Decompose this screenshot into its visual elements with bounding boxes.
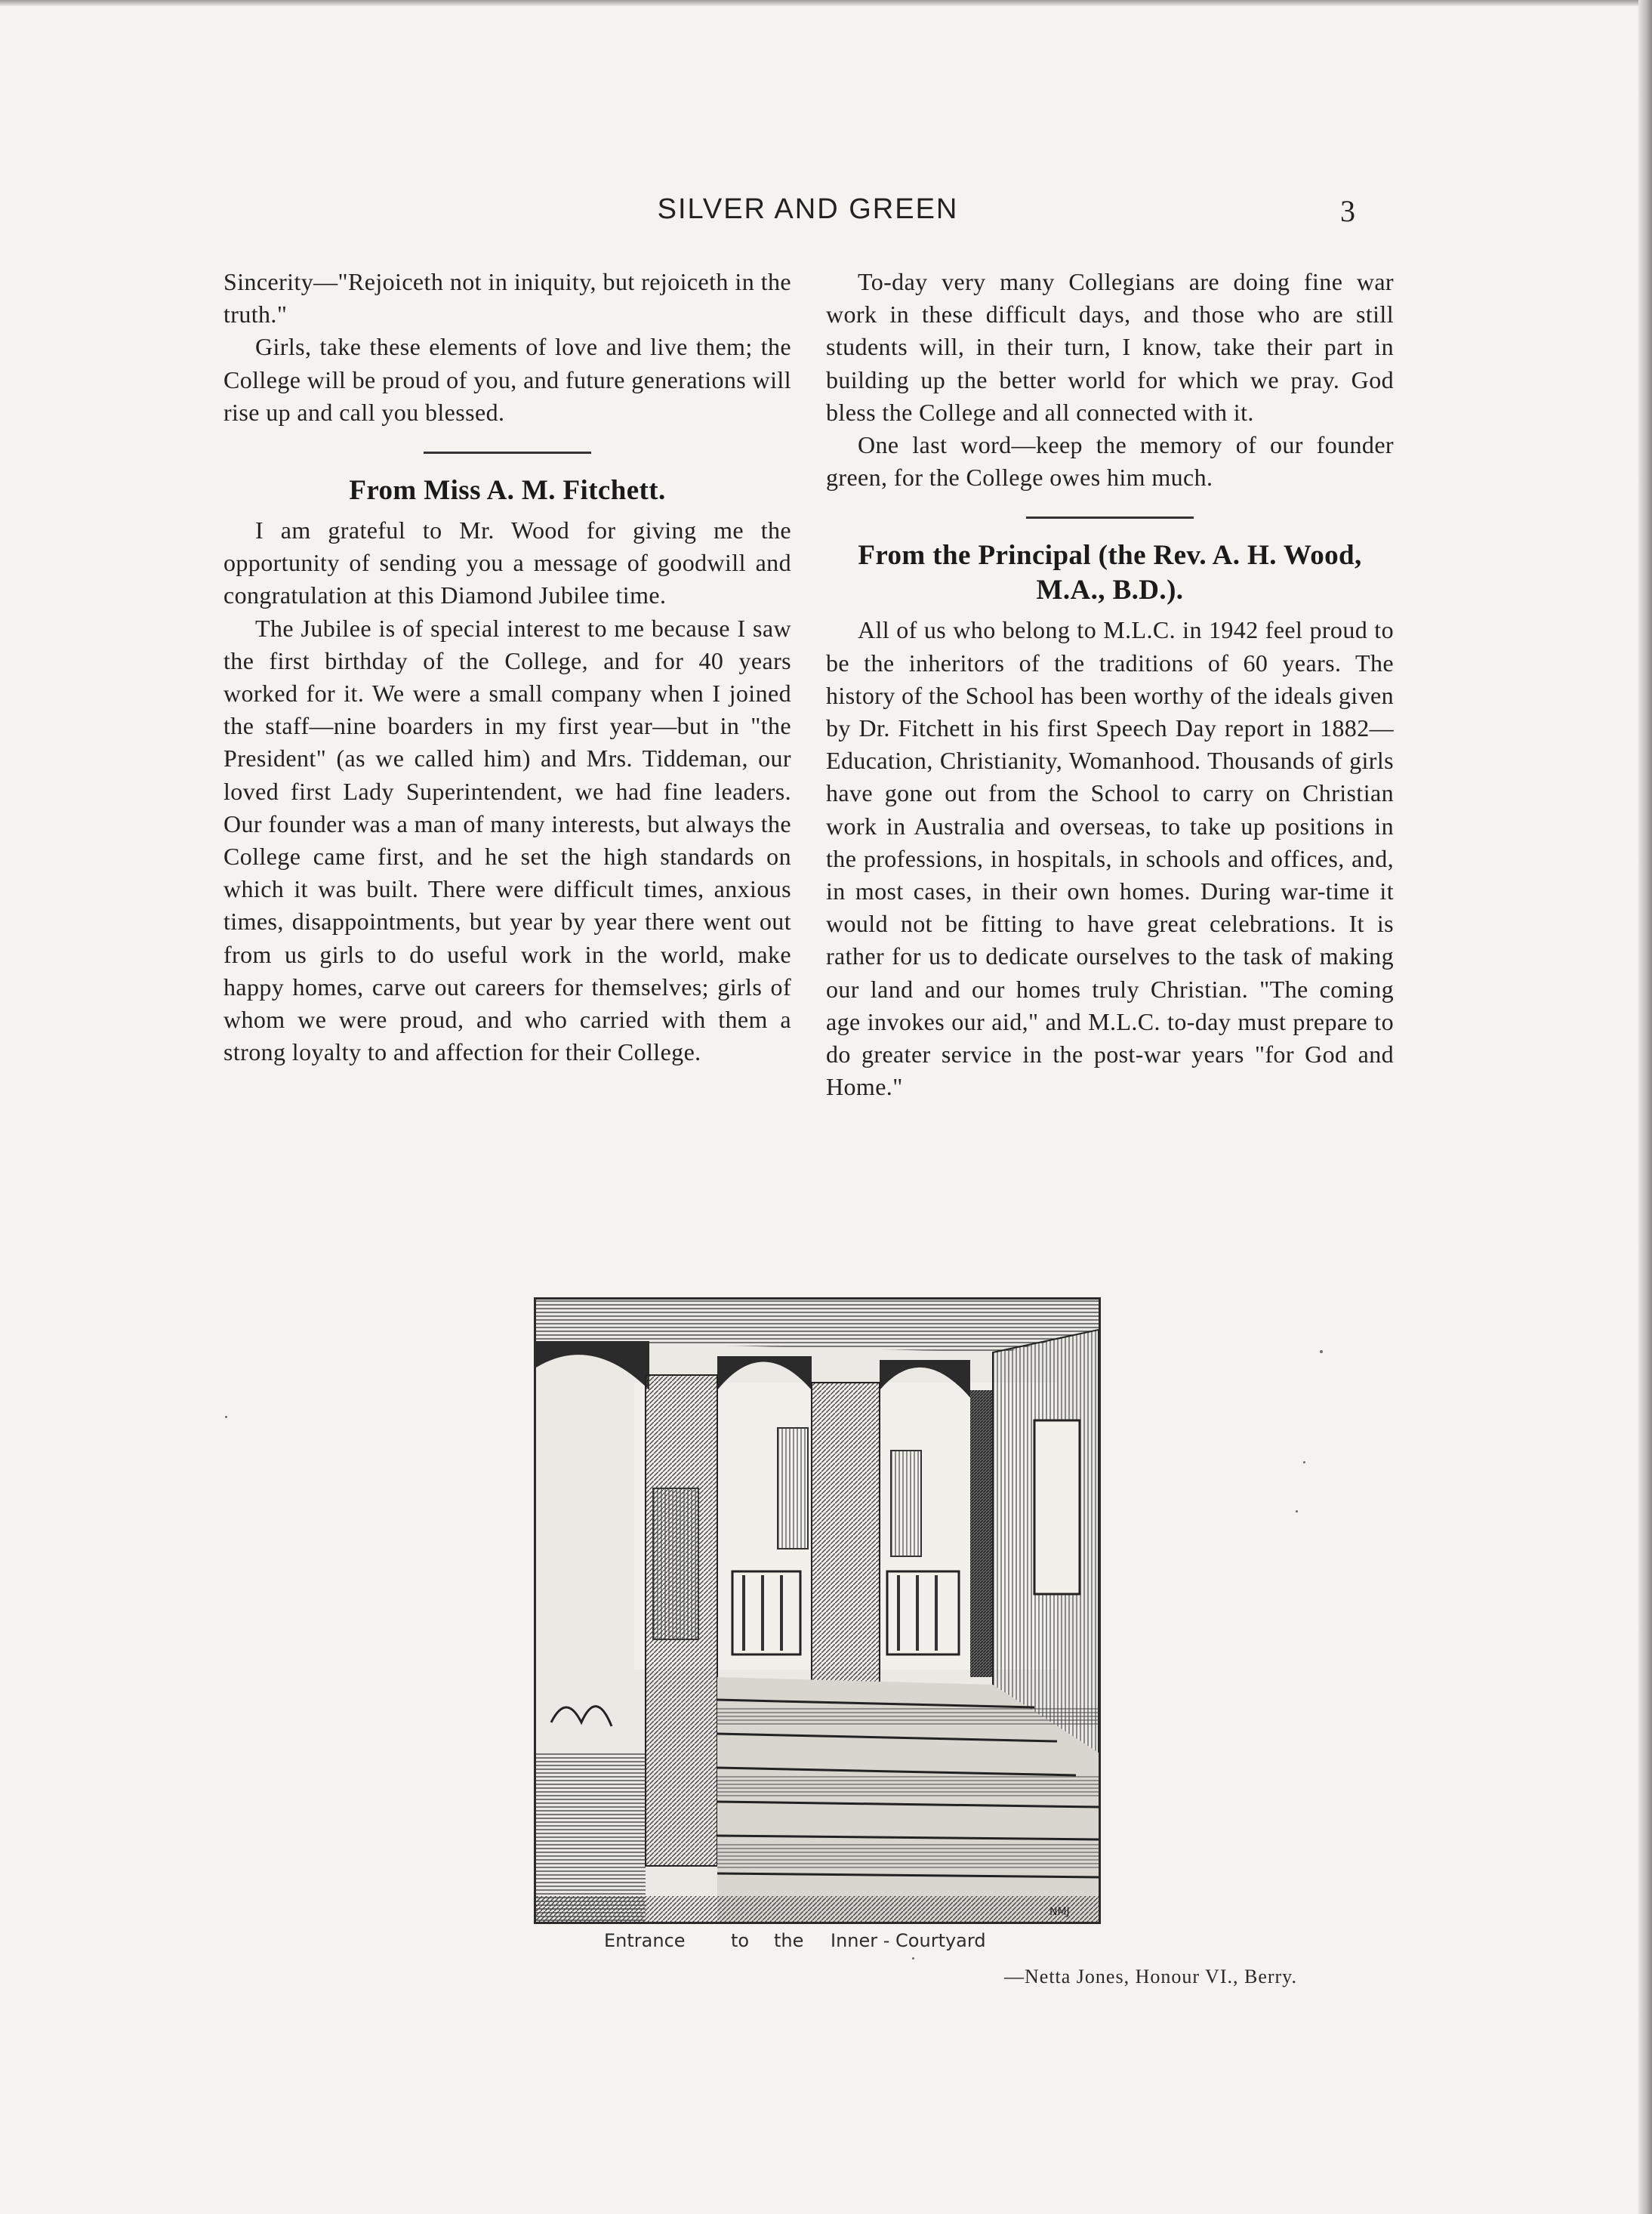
scan-speck <box>1296 1510 1298 1512</box>
page-title: SILVER AND GREEN <box>657 193 959 225</box>
paragraph: One last word—keep the memory of our founder green, for the College owes him much. <box>826 431 1394 492</box>
right-column <box>826 266 1394 1103</box>
page-header <box>219 193 1397 239</box>
paragraph: I am grateful to Mr. Wood for giving me the opportunity of sending you a message of goodwill and congratulation at this Diamond Jubilee time. <box>223 516 791 609</box>
courtyard-illustration <box>534 1297 1101 1924</box>
paragraph: The Jubilee is of special interest to me because I saw the first birthday of the College, and for 40 years worked for it. We were a small company when I joined the staff—nine boarders in my first year—but in "the President" (as we called him) and Mrs. Tiddeman, our loved first Lady Superintendent, we had fine leaders. Our founder was a man of many interests, but always the College came first, and he set the high standards on which it was built. There were difficult times, anxious times, disappointments, but year by year there went out from us girls to do useful work in the world, make happy homes, carve out careers for themselves; girls of whom we were proud, and who carried with them a strong loyalty to and affection for their College. <box>223 614 791 1066</box>
scan-speck <box>912 1957 914 1960</box>
section-heading: From Miss A. M. Fitchett. <box>349 475 666 507</box>
caption-word: the <box>774 1930 804 1951</box>
page-right-edge <box>1638 0 1652 2214</box>
figure-credit: —Netta Jones, Honour VI., Berry. <box>1004 1966 1297 1987</box>
paragraph: All of us who belong to M.L.C. in 1942 feel proud to be the inheritors of the traditions of 60 years. The history of the School has been worthy of the ideals given by Dr. Fitchett in his first Speech Day report in 1882—Education, Christianity, Womanhood. Thousands of girls have gone out from the School to carry on Christian work in Australia and overseas, to take up positions in the professions, in hospitals, in schools and offices, and, in most cases, in their own homes. During war-time it would not be fitting to have great celebrations. It is rather for us to dedicate ourselves to the task of making our land and our homes truly Christian. "The coming age invokes our aid," and M.L.C. to-day must prepare to do greater service in the post-war years "for God and Home." <box>826 616 1394 1101</box>
figure-caption <box>604 1930 1027 1957</box>
page-number: 3 <box>1340 194 1355 228</box>
left-column <box>223 266 791 1068</box>
caption-word: Inner - Courtyard <box>831 1930 986 1951</box>
paragraph: Sincerity—"Rejoiceth not in iniquity, but rejoiceth in the truth." <box>223 268 791 328</box>
section-divider <box>1026 516 1194 519</box>
paragraph: Girls, take these elements of love and live them; the College will be proud of you, and future generations will rise up and call you blessed. <box>223 333 791 426</box>
caption-word: to <box>731 1930 750 1951</box>
section-divider <box>424 452 591 454</box>
section-heading: From the Principal (the Rev. A. H. Wood, M.A., B.D.). <box>858 540 1362 606</box>
scan-speck <box>1320 1350 1323 1353</box>
scan-speck <box>1303 1461 1305 1463</box>
scan-speck <box>225 1416 227 1418</box>
paragraph: To-day very many Collegians are doing fine war work in these difficult days, and those who are still students will, in their turn, I know, take their part in building up the better world for which we pray. God bless the College and all connected with it. <box>826 268 1394 426</box>
artist-initials: NMJ <box>1049 1906 1070 1918</box>
caption-word: Entrance <box>604 1930 686 1951</box>
page-top-edge <box>0 0 1652 6</box>
